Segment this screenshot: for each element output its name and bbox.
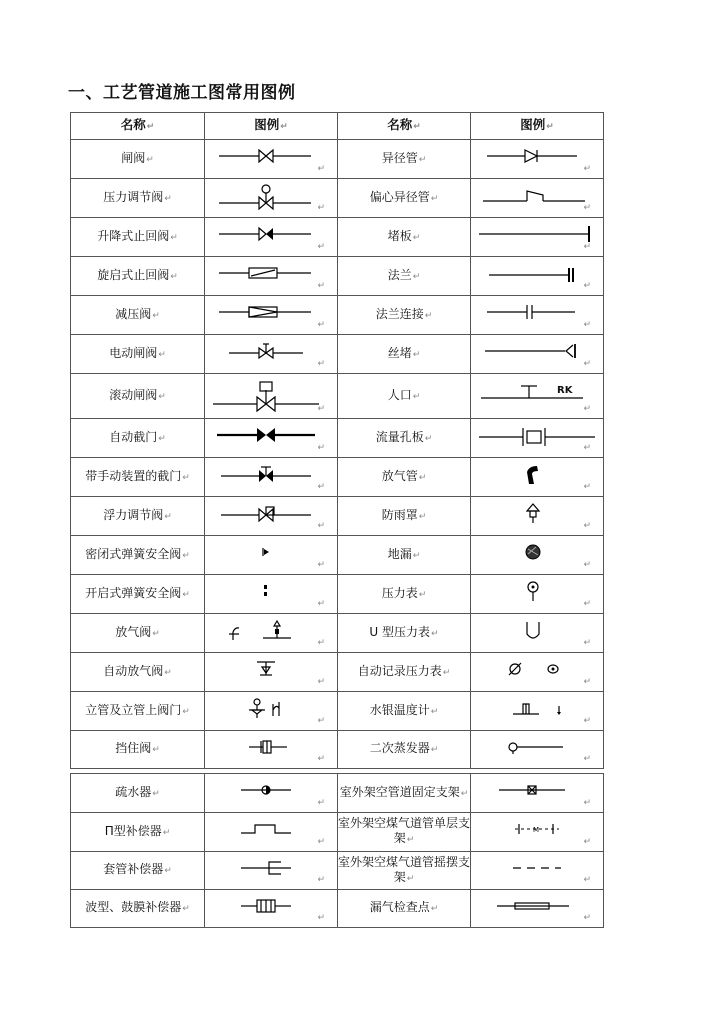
paragraph-mark: ↵: [317, 164, 325, 174]
legend-symbol-cell: [471, 335, 604, 374]
paragraph-mark: ↵: [583, 242, 591, 252]
item-name: 套管补偿器: [103, 862, 164, 876]
legend-row: [71, 774, 604, 813]
flange-icon: [477, 261, 597, 292]
paragraph-mark: ↵: [431, 628, 439, 639]
legend-symbol-cell: [205, 575, 338, 614]
header-cell: 名称↵: [338, 113, 471, 140]
eccentric-reducer-icon: [477, 183, 597, 214]
legend-symbol-cell: [205, 419, 338, 458]
paragraph-mark: ↵: [583, 359, 591, 369]
paragraph-mark: ↵: [583, 837, 591, 847]
legend-name-cell: [71, 575, 205, 614]
paragraph-mark: ↵: [583, 404, 591, 414]
legend-symbol-cell: [205, 374, 338, 419]
legend-row: [71, 497, 604, 536]
paragraph-mark: ↵: [583, 677, 591, 687]
closed-spring-safety-valve-icon: [211, 540, 331, 571]
legend-row: [71, 218, 604, 257]
legend-name-cell: [338, 614, 471, 653]
header-row: [71, 113, 604, 140]
paragraph-mark: ↵: [317, 482, 325, 492]
paragraph-mark: ↵: [418, 154, 427, 165]
paragraph-mark: ↵: [430, 904, 439, 914]
paragraph-mark: ↵: [418, 511, 427, 522]
float-regulating-valve-icon: [211, 501, 331, 532]
item-name: 流量孔板: [375, 429, 424, 444]
paragraph-mark: ↵: [317, 875, 325, 885]
pressure-gauge-icon: [477, 579, 597, 610]
sleeve-compensator-icon: [211, 856, 331, 886]
paragraph-mark: ↵: [152, 745, 160, 755]
open-spring-safety-valve-icon: [211, 579, 331, 610]
rain-cover-icon: [477, 501, 597, 532]
legend-row: [71, 296, 604, 335]
item-name: 压力调节阀: [103, 189, 164, 204]
item-name: 放气阀: [115, 624, 152, 639]
legend-name-cell: [71, 731, 205, 769]
paragraph-mark: ↵: [442, 667, 451, 678]
legend-symbol-cell: [471, 692, 604, 731]
paragraph-mark: ↵: [158, 349, 166, 360]
legend-name-cell: [71, 890, 205, 928]
paragraph-mark: ↵: [583, 716, 591, 726]
paragraph-mark: ↵: [317, 716, 325, 726]
paragraph-mark: ↵: [583, 443, 591, 453]
paragraph-mark: ↵: [583, 203, 591, 213]
paragraph-mark: ↵: [424, 433, 433, 444]
item-name: 浮力调节阀: [103, 507, 164, 522]
item-name: 水银温度计: [369, 702, 430, 717]
item-name: 异径管: [381, 150, 418, 165]
legend-name-cell: [338, 419, 471, 458]
paragraph-mark: ↵: [317, 203, 325, 213]
legend-row: [71, 614, 604, 653]
legend-symbol-cell: [205, 890, 338, 928]
legend-row: [71, 257, 604, 296]
paragraph-mark: ↵: [317, 242, 325, 252]
item-name: 室外架空管道固定支架: [339, 784, 460, 799]
item-name: 防雨罩: [381, 507, 418, 522]
paragraph-mark: ↵: [418, 472, 427, 483]
item-name: 自动放气阀: [103, 663, 164, 678]
legend-row: [71, 140, 604, 179]
legend-symbol-cell: [205, 614, 338, 653]
lift-check-valve-icon: [211, 222, 331, 253]
legend-symbol-cell: [471, 731, 604, 769]
paragraph-mark: ↵: [412, 232, 421, 243]
legend-symbol-cell: [471, 813, 604, 852]
legend-name-cell: [338, 813, 471, 852]
item-name: 带手动装置的截门: [85, 468, 182, 483]
paragraph-mark: ↵: [460, 788, 469, 799]
paragraph-mark: ↵: [583, 164, 591, 174]
legend-row: [71, 653, 604, 692]
legend-symbol-cell: [471, 419, 604, 458]
legend-name-cell: [338, 179, 471, 218]
item-name: U 型压力表: [369, 624, 431, 639]
item-name: 法兰连接: [375, 306, 424, 321]
legend-row: [71, 179, 604, 218]
legend-symbol-cell: [471, 536, 604, 575]
item-name: 滚动闸阀: [109, 387, 158, 402]
legend-row: [71, 536, 604, 575]
paragraph-mark: ↵: [406, 835, 415, 845]
legend-name-cell: [71, 536, 205, 575]
legend-symbol-cell: [471, 653, 604, 692]
legend-symbol-cell: [205, 653, 338, 692]
legend-symbol-cell: [471, 140, 604, 179]
paragraph-mark: ↵: [317, 754, 325, 764]
paragraph-mark: ↵: [317, 599, 325, 609]
paragraph-mark: ↵: [182, 904, 190, 914]
legend-name-cell: [71, 692, 205, 731]
header-cell: 名称↵: [71, 113, 205, 140]
legend-symbol-cell: [471, 458, 604, 497]
paragraph-mark: ↵: [583, 875, 591, 885]
legend-symbol-cell: [205, 692, 338, 731]
item-name: 漏气检查点: [369, 900, 430, 914]
svg-text:M: M: [532, 825, 540, 834]
legend-symbol-cell: [471, 374, 604, 419]
automatic-vent-valve-icon: [211, 657, 331, 688]
legend-name-cell: [71, 852, 205, 890]
symbol-tag: RK: [557, 385, 573, 396]
mercury-thermometer-icon: [477, 696, 597, 727]
paragraph-mark: ↵: [406, 873, 415, 884]
floor-drain-icon: [477, 540, 597, 571]
legend-name-cell: [338, 692, 471, 731]
paragraph-mark: ↵: [583, 798, 591, 808]
item-name: 人口: [387, 387, 412, 402]
legend-symbol-cell: [205, 296, 338, 335]
legend-symbol-cell: [471, 497, 604, 536]
item-name: 二次蒸发器: [369, 741, 430, 755]
legend-symbol-cell: [205, 458, 338, 497]
legend-name-cell: [71, 813, 205, 852]
item-name: 立管及立管上阀门: [85, 702, 182, 717]
item-name: 堵板: [387, 228, 412, 243]
paragraph-mark: ↵: [583, 521, 591, 531]
legend-row: [71, 692, 604, 731]
riser-valve-icon: [211, 696, 331, 727]
item-name: 放气管: [381, 468, 418, 483]
paragraph-mark: ↵: [182, 589, 190, 600]
blind-plate-icon: [477, 222, 597, 253]
item-name: 法兰: [387, 267, 412, 282]
legend-name-cell: [338, 257, 471, 296]
legend-table-supports: [70, 773, 604, 928]
item-name: 丝堵: [387, 345, 412, 360]
item-name: 开启式弹簧安全阀: [85, 585, 182, 600]
recording-pressure-gauge-icon: [477, 657, 597, 688]
paragraph-mark: ↵: [412, 550, 421, 561]
legend-name-cell: [71, 335, 205, 374]
paragraph-mark: ↵: [170, 232, 178, 243]
paragraph-mark: ↵: [583, 599, 591, 609]
paragraph-mark: ↵: [412, 349, 421, 360]
rolling-gate-valve-icon: [211, 378, 331, 414]
legend-symbol-cell: [205, 497, 338, 536]
paragraph-mark: ↵: [583, 754, 591, 764]
legend-row: [71, 458, 604, 497]
paragraph-mark: ↵: [430, 745, 439, 755]
swing-check-valve-icon: [211, 261, 331, 292]
legend-symbol-cell: [471, 257, 604, 296]
secondary-evaporator-icon: [477, 735, 597, 765]
paragraph-mark: ↵: [412, 271, 421, 282]
legend-symbol-cell: [205, 179, 338, 218]
leak-check-point-icon: [477, 894, 597, 924]
legend-symbol-cell: [471, 614, 604, 653]
paragraph-mark: ↵: [583, 320, 591, 330]
item-name: 偏心异径管: [369, 189, 430, 204]
legend-name-cell: [338, 458, 471, 497]
vent-pipe-icon: [477, 462, 597, 493]
paragraph-mark: ↵: [317, 798, 325, 808]
legend-symbol-cell: [471, 774, 604, 813]
legend-name-cell: [338, 536, 471, 575]
legend-name-cell: [71, 257, 205, 296]
item-name: 电动闸阀: [109, 345, 158, 360]
u-tube-manometer-icon: [477, 618, 597, 649]
legend-name-cell: [71, 458, 205, 497]
paragraph-mark: ↵: [317, 913, 325, 923]
paragraph-mark: ↵: [317, 359, 325, 369]
legend-symbol-cell: [205, 536, 338, 575]
paragraph-mark: ↵: [317, 677, 325, 687]
legend-symbol-cell: [205, 813, 338, 852]
header-cell: 图例↵: [471, 113, 604, 140]
legend-name-cell: [338, 653, 471, 692]
paragraph-mark: ↵: [317, 521, 325, 531]
legend-table-main: [70, 112, 604, 769]
item-name: Π型补偿器: [104, 823, 162, 838]
legend-name-cell: [338, 140, 471, 179]
legend-name-cell: [338, 218, 471, 257]
legend-name-cell: [71, 140, 205, 179]
automatic-shutoff-valve-icon: [211, 423, 331, 454]
legend-row: [71, 852, 604, 890]
legend-symbol-cell: [471, 575, 604, 614]
paragraph-mark: ↵: [418, 589, 427, 600]
item-name: 闸阀: [121, 150, 146, 165]
paragraph-mark: ↵: [164, 866, 172, 876]
paragraph-mark: ↵: [164, 511, 172, 522]
paragraph-mark: ↵: [182, 472, 190, 483]
legend-symbol-cell: [205, 218, 338, 257]
item-name: 室外架空煤气道管单层支架: [338, 816, 471, 845]
paragraph-mark: ↵: [317, 281, 325, 291]
paragraph-mark: ↵: [583, 281, 591, 291]
paragraph-mark: ↵: [430, 193, 439, 204]
item-name: 地漏: [387, 546, 412, 561]
legend-row: [71, 335, 604, 374]
item-name: 旋启式止回阀: [97, 267, 170, 282]
item-name: 自动记录压力表: [357, 663, 442, 678]
item-name: 波型、鼓膜补偿器: [85, 900, 182, 914]
legend-name-cell: [338, 374, 471, 419]
legend-row: [71, 813, 604, 852]
legend-row: [71, 575, 604, 614]
item-name: 密闭式弹簧安全阀: [85, 546, 182, 561]
paragraph-mark: ↵: [162, 827, 171, 838]
paragraph-mark: ↵: [412, 391, 421, 402]
item-name: 挡住阀: [115, 741, 152, 755]
legend-name-cell: [338, 890, 471, 928]
fixed-support-icon: [477, 778, 597, 809]
electric-gate-valve-icon: [211, 339, 331, 370]
legend-symbol-cell: [471, 179, 604, 218]
stop-valve-icon: [211, 735, 331, 765]
steam-trap-icon: [211, 778, 331, 809]
vent-valve-icon: [211, 618, 331, 649]
legend-row: [71, 419, 604, 458]
legend-row: [71, 374, 604, 419]
paragraph-mark: ↵: [317, 443, 325, 453]
paragraph-mark: ↵: [164, 667, 172, 678]
legend-name-cell: [71, 419, 205, 458]
paragraph-mark: ↵: [152, 310, 160, 321]
paragraph-mark: ↵: [317, 837, 325, 847]
legend-symbol-cell: [205, 852, 338, 890]
legend-symbol-cell: [205, 774, 338, 813]
manual-shutoff-valve-icon: [211, 462, 331, 493]
legend-symbol-cell: [205, 731, 338, 769]
paragraph-mark: ↵: [317, 320, 325, 330]
threaded-plug-icon: [477, 339, 597, 370]
paragraph-mark: ↵: [146, 154, 154, 165]
pressure-reducing-valve-icon: [211, 300, 331, 331]
item-name: 自动截门: [109, 429, 158, 444]
legend-symbol-cell: [471, 218, 604, 257]
item-name: 压力表: [381, 585, 418, 600]
paragraph-mark: ↵: [424, 310, 433, 321]
manhole-icon: [477, 378, 597, 414]
page-title: 一、工艺管道施工图常用图例: [68, 83, 296, 103]
paragraph-mark: ↵: [430, 706, 439, 717]
paragraph-mark: ↵: [152, 628, 160, 639]
gate-valve-icon: [211, 144, 331, 175]
paragraph-mark: ↵: [158, 391, 166, 402]
paragraph-mark: ↵: [317, 638, 325, 648]
legend-row: [71, 890, 604, 928]
paragraph-mark: ↵: [317, 560, 325, 570]
legend-name-cell: [71, 374, 205, 419]
legend-symbol-cell: [471, 890, 604, 928]
legend-symbol-cell: [205, 257, 338, 296]
paragraph-mark: ↵: [583, 560, 591, 570]
legend-name-cell: [71, 614, 205, 653]
bellows-compensator-icon: [211, 894, 331, 924]
pi-expansion-joint-icon: [211, 817, 331, 848]
legend-name-cell: [338, 296, 471, 335]
legend-name-cell: [338, 774, 471, 813]
legend-name-cell: [338, 731, 471, 769]
paragraph-mark: ↵: [182, 550, 190, 561]
paragraph-mark: ↵: [152, 788, 160, 799]
paragraph-mark: ↵: [583, 482, 591, 492]
pressure-regulating-valve-icon: [211, 183, 331, 214]
reducer-icon: [477, 144, 597, 175]
paragraph-mark: ↵: [164, 193, 172, 204]
legend-name-cell: [338, 497, 471, 536]
paragraph-mark: ↵: [170, 271, 178, 282]
legend-name-cell: [338, 335, 471, 374]
item-name: 室外架空煤气道管摇摆支架: [338, 854, 471, 884]
item-name: 疏水器: [115, 784, 152, 799]
flow-orifice-plate-icon: [477, 423, 597, 454]
legend-symbol-cell: [205, 140, 338, 179]
legend-name-cell: [338, 852, 471, 890]
item-name: 升降式止回阀: [97, 228, 170, 243]
legend-name-cell: [338, 575, 471, 614]
item-name: 减压阀: [115, 306, 152, 321]
legend-name-cell: [71, 296, 205, 335]
legend-row: [71, 731, 604, 769]
paragraph-mark: ↵: [317, 404, 325, 414]
legend-name-cell: [71, 179, 205, 218]
single-layer-support-icon: [477, 817, 597, 848]
paragraph-mark: ↵: [158, 433, 166, 444]
legend-symbol-cell: [471, 852, 604, 890]
paragraph-mark: ↵: [583, 913, 591, 923]
header-cell: 图例↵: [205, 113, 338, 140]
swing-support-icon: [477, 856, 597, 886]
flange-connection-icon: [477, 300, 597, 331]
legend-name-cell: [71, 653, 205, 692]
legend-symbol-cell: [205, 335, 338, 374]
legend-name-cell: [71, 774, 205, 813]
paragraph-mark: ↵: [182, 706, 190, 717]
legend-symbol-cell: [471, 296, 604, 335]
legend-name-cell: [71, 497, 205, 536]
paragraph-mark: ↵: [583, 638, 591, 648]
legend-name-cell: [71, 218, 205, 257]
